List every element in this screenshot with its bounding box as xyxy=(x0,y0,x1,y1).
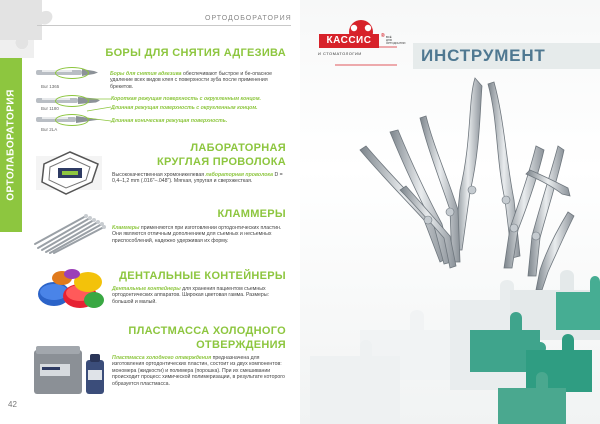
header-rule xyxy=(37,25,291,26)
burs-note-2-text: Длинная режущая поверхность с округленным концом. xyxy=(111,105,258,111)
clasps-image xyxy=(32,210,108,254)
burs-note-1-text: Короткая режущая поверхность с округленным концом. xyxy=(111,96,262,102)
bur-2la-highlight xyxy=(55,114,89,126)
plastic-text-lead: Пластмасса холодного отверждения xyxy=(112,355,212,361)
logo-wordmark: КАССИС xyxy=(319,34,379,48)
bur-1365-code: Bur 1365 xyxy=(41,84,60,89)
containers-text xyxy=(112,286,288,305)
wire-text-rest: D = 0,4–1,2 mm (.016"–.048"). Мягкая, упругая и сверхжесткая. xyxy=(112,172,283,185)
bur-1365-highlight xyxy=(55,67,89,79)
logo-subline: И СТОМАТОЛОГИИ xyxy=(318,51,362,56)
wire-title-line-2: КРУГЛАЯ ПРОВОЛОКА xyxy=(157,156,286,168)
containers-text-lead: Дентальные контейнеры xyxy=(112,286,181,292)
burs-note-3 xyxy=(111,118,291,124)
bur-1180-highlight xyxy=(55,95,89,107)
wire-title-line-1: ЛАБОРАТОРНАЯ xyxy=(190,142,286,154)
burs-intro-rest: обеспечивают быстрое и бе-опасное удаление всех видов клея с поверхности зуба после применения брекетов. xyxy=(110,71,273,90)
wire-text-lead: Высококачественная хромоникелевая xyxy=(112,172,205,178)
section-title: ИНСТРУМЕНТ xyxy=(421,46,546,65)
burs-note-3-text: Длинная коническая режущая поверхность. xyxy=(111,118,228,124)
bur-callout-lines xyxy=(87,94,111,124)
containers-title: ДЕНТАЛЬНЫЕ КОНТЕЙНЕРЫ xyxy=(119,270,286,282)
clasps-text xyxy=(112,225,288,244)
plastic-title-line-2: ОТВЕРЖДЕНИЯ xyxy=(196,339,286,351)
corner-puzzle-graphic xyxy=(0,0,70,60)
wire-text xyxy=(112,172,288,185)
clasps-text-lead: Кламмеры xyxy=(112,225,140,231)
plastic-text xyxy=(112,355,288,387)
plastic-text-rest: предназначена для изготовления ортодонтических пластин, состоит из двух компонентов: мономера (жидкости) и полимера (порошка). При их смешивании происходит процесс химической полимеризации, в результате которого образуется пластмасса. xyxy=(112,355,285,387)
containers-image xyxy=(32,264,108,312)
page-number: 42 xyxy=(8,400,17,409)
side-tab-label: ОРТОЛАБОРАТОРИЯ xyxy=(5,89,17,201)
burs-note-2 xyxy=(111,105,291,111)
containers-text-rest: для хранения пациентом съемных ортодонтических аппаратов. Широкая цветовая гамма. Размеры: большой и малый. xyxy=(112,286,269,305)
bur-2la-code: Bur 2LA xyxy=(41,127,58,132)
clasps-title: КЛАММЕРЫ xyxy=(217,208,286,220)
bur-1180-code: Bur 1180 xyxy=(41,106,59,111)
burs-intro xyxy=(110,71,288,90)
running-head: ОРТОДОБОРАТОРИЯ xyxy=(205,15,292,22)
burs-title: БОРЫ ДЛЯ СНЯТИЯ АДГЕЗИВА xyxy=(105,47,286,59)
wire-coil-image xyxy=(32,148,108,198)
wire-text-highlight: лабораторная проволока xyxy=(205,172,274,178)
logo-registered-mark: ® xyxy=(381,33,385,39)
plastic-title-line-1: ПЛАСТМАССА ХОЛОДНОГО xyxy=(128,325,286,337)
right-page xyxy=(300,0,600,424)
logo-tagline: ВСЁ ДЛЯ ОРТОДОНТИИ xyxy=(386,35,406,46)
side-tab xyxy=(0,58,22,232)
burs-note-1 xyxy=(111,96,291,102)
plastic-kit-image xyxy=(32,342,108,398)
clasps-text-rest: применяются при изготовлении ортодонтических пластин. Они являются отличным дополнением для съемных и несъемных приспособлений, надежно удерживая их форму. xyxy=(112,225,282,244)
burs-intro-lead: Боры для снятия адгезива xyxy=(110,71,182,77)
